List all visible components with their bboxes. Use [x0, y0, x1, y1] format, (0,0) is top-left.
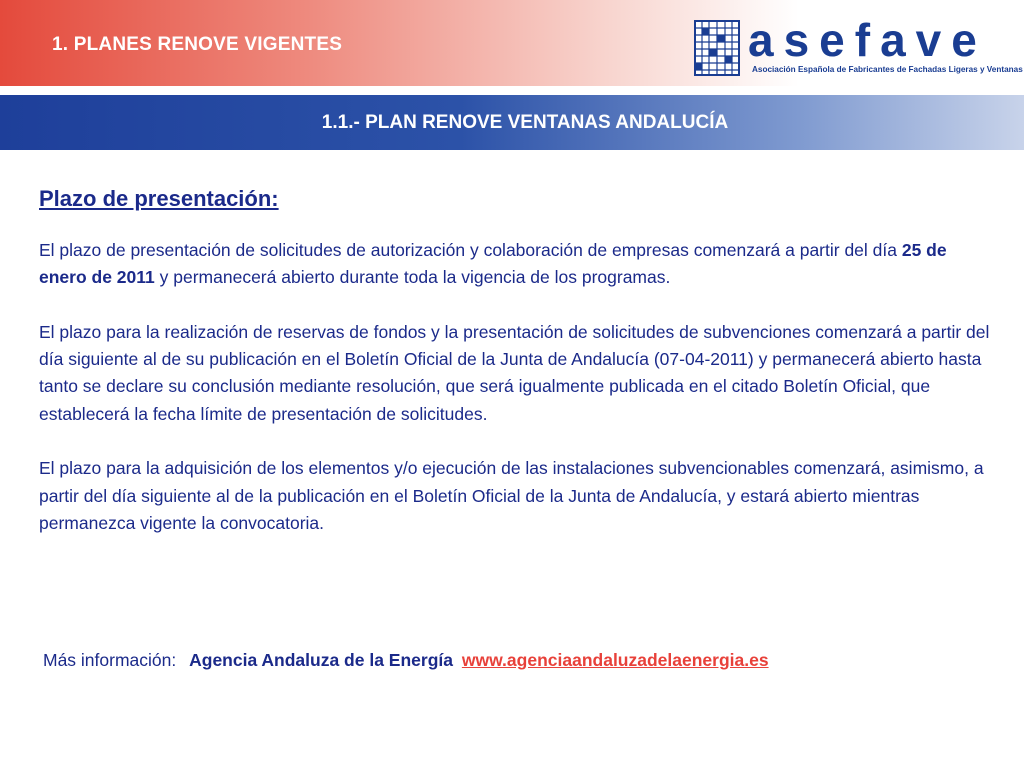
logo-tagline: Asociación Española de Fabricantes de Fachadas Ligeras y Ventanas: [752, 65, 1023, 74]
section-title: 1. PLANES RENOVE VIGENTES: [52, 34, 343, 55]
logo-wordmark: asefave: [748, 14, 987, 66]
content-heading: Plazo de presentación:: [39, 186, 279, 211]
more-info-label: Más información:: [43, 650, 177, 670]
paragraph-1-before: El plazo de presentación de solicitudes de autorización y colaboración de empresas comenzará a partir del día: [39, 240, 902, 260]
agency-name: Agencia Andaluza de la Energía: [189, 650, 453, 670]
content-body: [39, 237, 999, 565]
paragraph-1: [39, 237, 999, 292]
logo-grid-icon: [694, 20, 740, 76]
slide-subtitle: 1.1.- PLAN RENOVE VENTANAS ANDALUCÍA: [321, 112, 729, 133]
paragraph-1-date: 25 de enero de 2011: [39, 240, 947, 288]
paragraph-2: El plazo para la realización de reservas de fondos y la presentación de solicitudes de subvenciones comenzará a partir del día siguiente al de su publicación en el Boletín Oficial de la Junta de Andalucía (07-04-2011) y permanecerá abierto hasta tanto se declare su conclusión mediante resolución, que será igualmente publicada en el citado Boletín Oficial, que establecerá la fecha límite de presentación de solicitudes.: [39, 321, 990, 424]
more-info: [43, 650, 769, 671]
paragraph-3: El plazo para la adquisición de los elementos y/o ejecución de las instalaciones subvencionables comenzará, asimismo, a partir del día siguiente al de la publicación en el Boletín Oficial de la Junta de Andalucía, y estará abierto mientras permanezca vigente la convocatoria.: [39, 458, 984, 533]
agency-website-link[interactable]: www.agenciaandaluzadelaenergia.es: [461, 650, 769, 670]
paragraph-1-after: y permanecerá abierto durante toda la vigencia de los programas.: [154, 267, 671, 288]
asefave-logo: [694, 14, 1023, 78]
